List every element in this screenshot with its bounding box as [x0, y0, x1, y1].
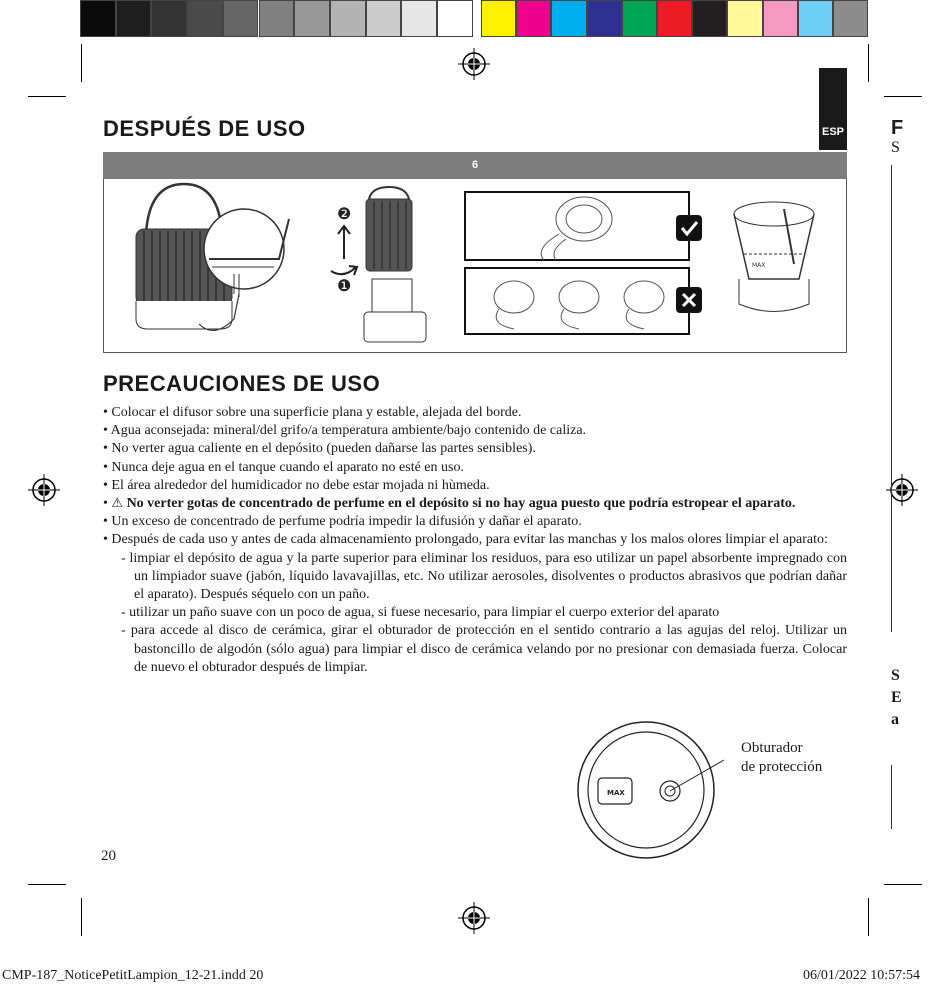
section-title-after-use: DESPUÉS DE USO — [103, 116, 306, 141]
bullet-item: • Un exceso de concentrado de perfume podría impedir la difusión y dañar el aparato. — [103, 514, 582, 530]
sub-item: - para accede al disco de cerámica, girar el obturador de protección en el sentido contrario a las agujas del reloj. Utilizar un bastoncillo de algodón (sólo agua) para limpiar el disco de cerámica velando por no presionar con demasiada fuerza. Colocar de nuevo el obturador después de limpiar. — [121, 623, 847, 675]
reservoir-illustration — [734, 202, 814, 312]
bullet-item: • El área alrededor del humidicador no debe estar mojada ni hùmeda. — [103, 477, 490, 493]
process-swatch — [692, 0, 727, 37]
next-page-fragment: F — [891, 117, 904, 139]
warning-triangle-icon: ⚠ — [111, 496, 124, 512]
incorrect-method-box — [465, 268, 689, 334]
crop-mark — [884, 96, 922, 97]
process-swatch — [587, 0, 622, 37]
process-swatch — [516, 0, 551, 37]
process-swatch — [727, 0, 762, 37]
crop-mark — [884, 884, 922, 885]
figure-panel — [103, 179, 847, 353]
gray-swatch — [294, 0, 330, 37]
shutter-max-label: MAX — [607, 789, 625, 797]
next-page-table-edge — [891, 765, 898, 829]
bullet-item: • Agua aconsejada: mineral/del grifo/a temperatura ambiente/bajo contenido de caliza. — [103, 423, 587, 439]
gray-swatch — [187, 0, 223, 37]
gray-swatch — [366, 0, 402, 37]
crop-mark — [81, 44, 82, 82]
process-swatch — [763, 0, 798, 37]
gray-swatch — [223, 0, 259, 37]
registration-target-icon — [458, 48, 490, 80]
checkmark-icon — [676, 215, 702, 241]
cleaning-illustration — [104, 179, 846, 352]
shutter-label: Obturador — [741, 740, 803, 756]
warning-text: No verter gotas de concentrado de perfume en el depósito si no hay agua puesto que podría estropear el aparato. — [126, 496, 796, 512]
registration-target-icon — [458, 902, 490, 934]
gray-swatch — [330, 0, 366, 37]
gray-swatch — [80, 0, 116, 37]
precautions-text — [103, 404, 847, 677]
process-swatch — [798, 0, 833, 37]
shutter-callout — [741, 739, 822, 777]
crop-mark — [868, 898, 869, 936]
step-arrows — [331, 226, 357, 275]
correct-method-box — [465, 192, 689, 260]
shutter-label: de protección — [741, 759, 823, 775]
lifted-shade-illustration — [364, 187, 426, 342]
bullet-item: • Colocar el difusor sobre una superficie plana y estable, alejada del borde. — [103, 405, 522, 420]
next-page-fragment: S E a — [891, 667, 902, 728]
gray-swatch — [259, 0, 295, 37]
process-swatch — [551, 0, 586, 37]
process-swatch — [657, 0, 692, 37]
cross-icon — [676, 287, 702, 313]
crop-mark — [28, 96, 66, 97]
diffuser-illustration — [136, 184, 289, 330]
gray-swatch — [401, 0, 437, 37]
gray-swatch — [116, 0, 152, 37]
crop-mark — [81, 898, 82, 936]
next-page-table-edge — [891, 165, 898, 632]
warning-item: • ⚠ No verter gotas de concentrado de perfume en el depósito si no hay agua puesto que podría estropear el aparato. — [103, 496, 796, 512]
bullet-item: • No verter agua caliente en el depósito (pueden dañarse las partes sensibles). — [103, 441, 536, 457]
bullet-item: • Nunca deje agua en el tanque cuando el aparato no esté en uso. — [103, 459, 464, 475]
section-title-precautions: PRECAUCIONES DE USO — [103, 371, 381, 396]
process-swatch — [833, 0, 868, 37]
step-1-label: ❶ — [337, 276, 352, 295]
next-page-fragment: S — [891, 139, 900, 156]
max-mark: MAX — [752, 262, 766, 269]
shutter-illustration — [574, 720, 724, 860]
file-slug: CMP-187_NoticePetitLampion_12-21.indd 20 — [2, 968, 264, 983]
sub-item: - utilizar un paño suave con un poco de agua, si fuese necesario, para limpiar el cuerpo exterior del aparato — [121, 605, 720, 621]
gray-swatch — [151, 0, 187, 37]
step-2-label: ❷ — [337, 204, 352, 223]
process-swatch — [481, 0, 516, 37]
language-tab: ESP — [819, 68, 847, 150]
registration-target-icon — [28, 474, 60, 506]
crop-mark — [868, 44, 869, 82]
date-slug: 06/01/2022 10:57:54 — [802, 968, 920, 983]
sub-item: - limpiar el depósito de agua y la parte superior para eliminar los residuos, para eso utilizar un papel absorbente impregnado con un limpiador suave (jabón, líquido lavavajillas, etc. No utilizar aerosoles, disolventes o productos abrasivos que podrían dañar el aparato). Después séquelo con un paño. — [121, 550, 847, 603]
bullet-item: • Después de cada uso y antes de cada almacenamiento prolongado, para evitar las manchas y los malos olores limpiar el aparato: — [103, 532, 828, 548]
crop-mark — [28, 884, 66, 885]
process-swatch — [622, 0, 657, 37]
page-number: 20 — [101, 848, 116, 864]
figure-number-bar: 6 — [103, 152, 847, 179]
gray-swatch — [437, 0, 473, 37]
